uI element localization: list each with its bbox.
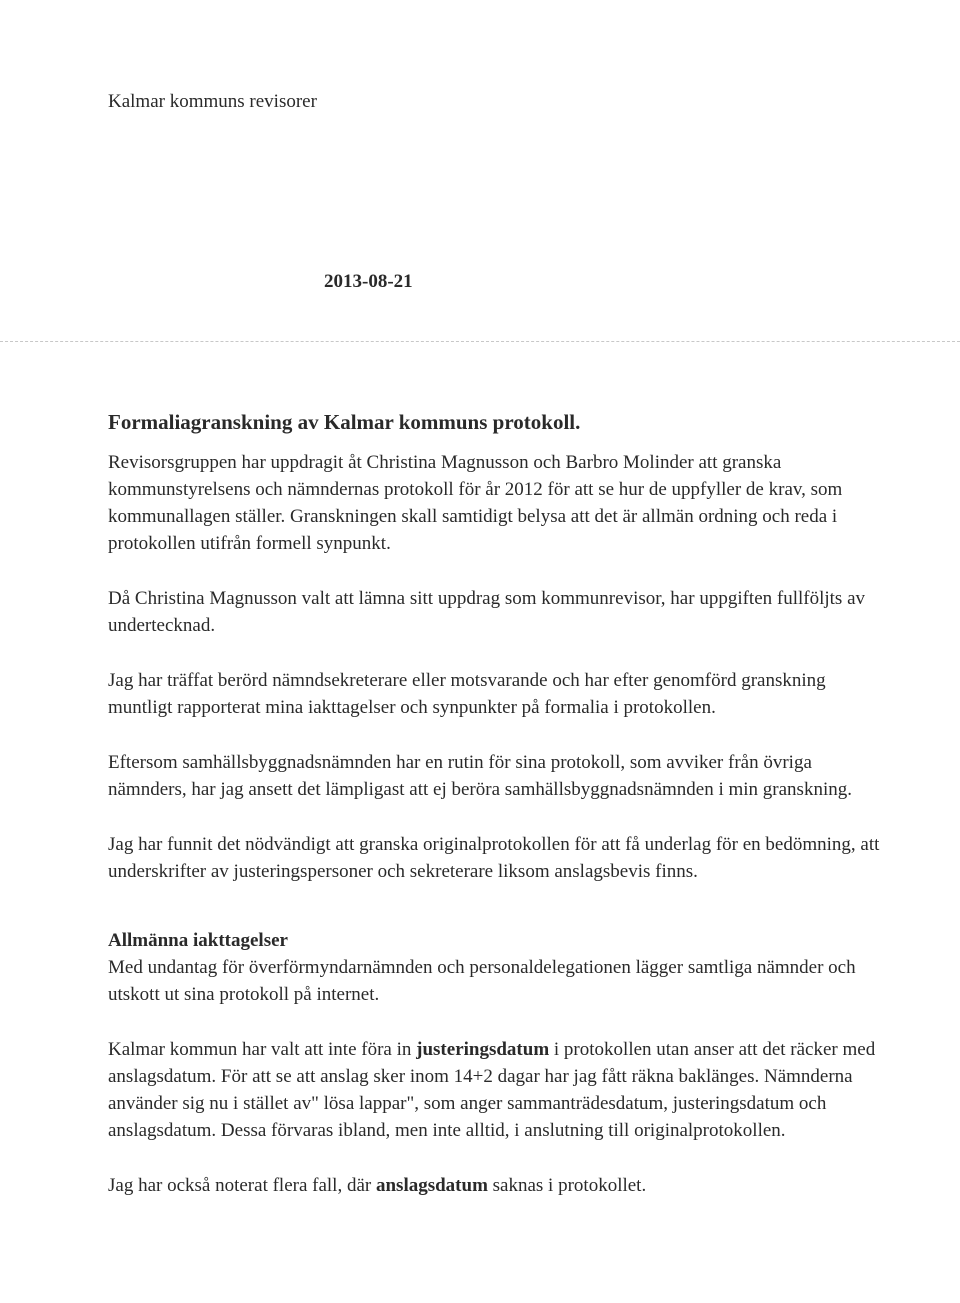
paragraph-meetings: Jag har träffat berörd nämndsekreterare eller motsvarande och har efter genomförd granskning muntligt rapporterat mina iakttagelser och synpunkter på formalia i protokollen. xyxy=(108,670,826,718)
bold-term: justeringsdatum xyxy=(416,1039,550,1060)
document-title: Formaliagranskning av Kalmar kommuns protokoll. xyxy=(108,410,581,434)
text-segment: Kalmar kommun har valt att inte föra in xyxy=(108,1039,417,1060)
paragraph-assignment: Revisorsgruppen har uppdragit åt Christina Magnusson och Barbro Molinder att granska kommunstyrelsens och nämndernas protokoll för år 2012 för att se hur de uppfyller de krav, som kommunallagen ställer. Granskningen skall samtidigt belysa att det är allmän ordning och reda i protokollen utifrån formell synpunkt. xyxy=(108,452,843,554)
bold-term: anslagsdatum xyxy=(375,1175,488,1196)
paragraph-justeringsdatum xyxy=(108,1036,888,1144)
scan-artifact-line xyxy=(0,341,960,342)
section-heading: Allmänna iakttagelser xyxy=(108,930,288,951)
paragraph-anslagsdatum xyxy=(108,1172,888,1199)
text-segment: i protokollen utan anser att det räcker med anslagsdatum. För att se att anslag sker inom 14+2 dagar har jag fått räkna baklänges. Nämnderna använder sig nu i stället av" lösa lappar", som anger sammanträdesdatum, justeringsdatum och anslagsdatum. Dessa förvaras ibland, men inte alltid, i anslutning till originalprotokollen. xyxy=(108,1039,876,1141)
letter-date: 2013-08-21 xyxy=(324,271,413,292)
text-segment: saknas i protokollet. xyxy=(487,1175,647,1196)
paragraph-completion: Då Christina Magnusson valt att lämna sitt uppdrag som kommunrevisor, har uppgiften fullföljts av undertecknad. xyxy=(108,588,866,636)
sender-name: Kalmar kommuns revisorer xyxy=(108,91,317,112)
letter-body xyxy=(108,408,888,1199)
text-segment: Jag har också noterat flera fall, där xyxy=(108,1175,376,1196)
paragraph-internet: Med undantag för överförmyndarnämnden och personaldelegationen lägger samtliga nämnder och utskott ut sina protokoll på internet. xyxy=(108,957,856,1005)
paragraph-original-protocols: Jag har funnit det nödvändigt att granska originalprotokollen för att få underlag för en bedömning, att underskrifter av justeringspersoner och sekreterare liksom anslagsbevis finns. xyxy=(108,834,880,882)
paragraph-exclusion: Eftersom samhällsbyggnadsnämnden har en rutin för sina protokoll, som avviker från övriga nämnders, har jag ansett det lämpligast att ej beröra samhällsbyggnadsnämnden i min granskning. xyxy=(108,752,852,800)
